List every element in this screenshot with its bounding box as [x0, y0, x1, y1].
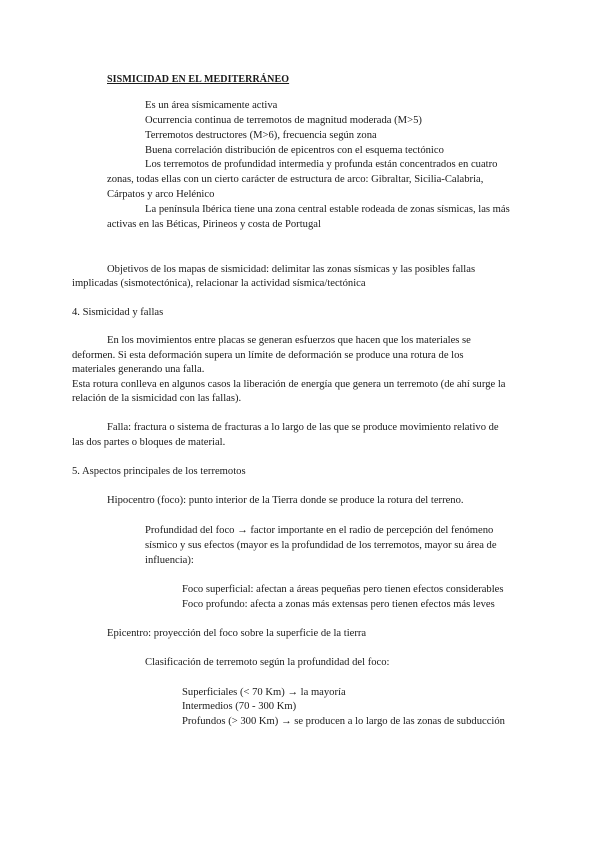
foco-superficial-line: Foco superficial: afectan a áreas pequeñas pero tienen efectos considerables — [182, 584, 504, 595]
med-line-1: Es un área sísmicamente activa — [145, 100, 278, 111]
med-line-9: activas en las Béticas, Pirineos y costa de Portugal — [107, 219, 321, 230]
profundidad-line-1: Profundidad del foco → factor importante en el radio de percepción del fenómeno — [145, 525, 494, 536]
foco-profundo-line: Foco profundo: afecta a zonas más extensas pero tienen efectos más leves — [182, 599, 495, 610]
s4-line-4: Esta rotura conlleva en algunos casos la liberación de energía que genera un terremoto (de ahí surge la — [72, 379, 506, 390]
s4-line-2: deformen. Si esta deformación supera un límite de deformación se produce una rotura de los — [72, 350, 464, 361]
s4-line-1: En los movimientos entre placas se generan esfuerzos que hacen que los materiales se — [107, 335, 471, 346]
document-title: SISMICIDAD EN EL MEDITERRÁNEO — [107, 74, 290, 85]
profundidad-line-3: influencia): — [145, 555, 194, 566]
objetivos-line-1: Objetivos de los mapas de sismicidad: delimitar las zonas sísmicas y las posibles fallas — [107, 264, 476, 275]
profundidad-line-2: sísmico y sus efectos (mayor es la profundidad de los terremotos, mayor su área de — [145, 540, 497, 551]
epicentro-line: Epicentro: proyección del foco sobre la superficie de la tierra — [107, 628, 367, 639]
tipo-profundos: Profundos (> 300 Km) → se producen a lo largo de las zonas de subducción — [182, 716, 505, 727]
hipocentro-line: Hipocentro (foco): punto interior de la Tierra donde se produce la rotura del terreno. — [107, 495, 464, 506]
med-line-2: Ocurrencia continua de terremotos de magnitud moderada (M>5) — [145, 115, 422, 126]
tipo-intermedios: Intermedios (70 - 300 Km) — [182, 701, 297, 712]
med-line-7: Cárpatos y arco Helénico — [107, 189, 215, 200]
falla-line-1: Falla: fractura o sistema de fracturas a lo largo de las que se produce movimiento relativo de — [107, 422, 499, 433]
objetivos-line-2: implicadas (sismotectónica), relacionar la actividad sísmica/tectónica — [72, 278, 366, 289]
tipo-superficiales: Superficiales (< 70 Km) → la mayoría — [182, 687, 346, 698]
s4-line-5: relación de la sismicidad con las fallas). — [72, 393, 242, 404]
section5-heading: 5. Aspectos principales de los terremotos — [72, 466, 246, 477]
falla-line-2: las dos partes o bloques de material. — [72, 437, 226, 448]
clasificacion-line: Clasificación de terremoto según la profundidad del foco: — [145, 657, 390, 668]
med-line-6: zonas, todas ellas con un cierto carácter de estructura de arco: Gibraltar, Sicilia-Calabria, — [107, 174, 484, 185]
section4-heading: 4. Sismicidad y fallas — [72, 307, 164, 318]
med-line-3: Terremotos destructores (M>6), frecuencia según zona — [145, 130, 377, 141]
med-line-5: Los terremotos de profundidad intermedia y profunda están concentrados en cuatro — [145, 159, 498, 170]
med-line-8: La península Ibérica tiene una zona central estable rodeada de zonas sísmicas, las más — [145, 204, 510, 215]
s4-line-3: materiales generando una falla. — [72, 364, 205, 375]
med-line-4: Buena correlación distribución de epicentros con el esquema tectónico — [145, 145, 444, 156]
